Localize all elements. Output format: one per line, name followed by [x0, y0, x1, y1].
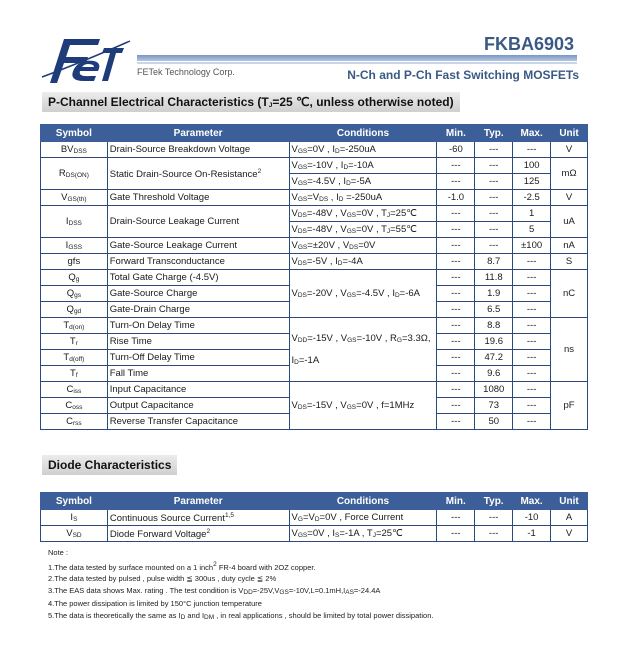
table-row: $I_S$ Continuous Source Current$^{1,5}$ $V_G=V_D=0V$ , Force Current --- --- -10 A — [41, 510, 588, 526]
col-typ: Typ. — [475, 125, 513, 142]
table-row: $R_{DS(ON)}$ Static Drain-Source On-Resistance$^2$ $V_{GS}=-10V$ , $I_D=-10A$ --- --- 100 mΩ — [41, 158, 588, 174]
table-row: $V_{DS}=-48V$ , $V_{GS}=0V$ , $T_J=55℃$ --- --- 5 — [41, 222, 588, 238]
symbol-crss: $C_{rss}$ — [41, 414, 108, 430]
condition: $V_{DD}=-15V$ , $V_{GS}=-10V$ , $R_G=3.3\Omega$, $I_D=-1A$ — [289, 318, 437, 382]
symbol-is: $I_S$ — [41, 510, 108, 526]
table-header-row: Symbol Parameter Conditions Min. Typ. Max. Unit — [41, 493, 588, 510]
table-row: $Q_{gd}$ Gate-Drain Charge --- 6.5 --- — [41, 302, 588, 318]
symbol-rdson: $R_{DS(ON)}$ — [41, 158, 108, 190]
table-row: $T_r$ Rise Time --- 19.6 --- — [41, 334, 588, 350]
symbol-vsd: $V_{SD}$ — [41, 526, 108, 542]
symbol-ciss: $C_{iss}$ — [41, 382, 108, 398]
table-row: $C_{oss}$ Output Capacitance --- 73 --- — [41, 398, 588, 414]
table-row: gfs Forward Transconductance $V_{DS}=-5V$ , $I_D=-4A$ --- 8.7 --- S — [41, 254, 588, 270]
symbol-qgd: $Q_{gd}$ — [41, 302, 108, 318]
table-row: $V_{SD}$ Diode Forward Voltage$^2$ $V_{GS}=0V$ , $I_S=-1A$ , $T_J=25℃$ --- --- -1 V — [41, 526, 588, 542]
condition: $V_{DS}=-15V$ , $V_{GS}=0V$ , f=1MHz — [289, 382, 437, 430]
col-conditions: Conditions — [289, 125, 437, 142]
table-row: $V_{GS(th)}$ Gate Threshold Voltage $V_{GS}=V_{DS}$ , $I_D =-250uA$ -1.0 --- -2.5 V — [41, 190, 588, 206]
condition: $V_{GS}=\pm 20V$ , $V_{DS}=0V$ — [289, 238, 437, 254]
condition: $V_G=V_D=0V$ , Force Current — [289, 510, 437, 526]
header-rule — [137, 55, 577, 61]
symbol-vgsth: $V_{GS(th)}$ — [41, 190, 108, 206]
pchannel-table — [40, 124, 588, 430]
note-3: 3.The EAS data shows Max. rating . The test condition is $V_{DD}=-25V,V_{GS}=-10V,L=0.1mH,I_{AS}=-24.4A$ — [48, 585, 381, 596]
col-symbol: Symbol — [41, 125, 108, 142]
table-row: $C_{rss}$ Reverse Transfer Capacitance --- 50 --- — [41, 414, 588, 430]
condition: $V_{DS}=-20V$ , $V_{GS}=-4.5V$ , $I_D=-6A$ — [289, 270, 437, 318]
symbol-coss: $C_{oss}$ — [41, 398, 108, 414]
param-rdson: Static Drain-Source On-Resistance$^2$ — [107, 158, 289, 190]
document-subtitle: N-Ch and P-Ch Fast Switching MOSFETs — [347, 68, 579, 82]
col-unit: Unit — [551, 125, 588, 142]
notes-title: Note : — [48, 548, 69, 557]
diode-section-title: Diode Characteristics — [42, 455, 177, 475]
table-row: $V_{GS}=-4.5V$ , $I_D=-5A$ --- --- 125 — [41, 174, 588, 190]
condition: $V_{GS}=0V$ , $I_D=-250uA$ — [289, 142, 437, 158]
table-row: $T_{d(off)}$ Turn-Off Delay Time --- 47.2 --- — [41, 350, 588, 366]
table-row: $BV_{DSS}$ Drain-Source Breakdown Voltage $V_{GS}=0V$ , $I_D=-250uA$ -60 --- --- V — [41, 142, 588, 158]
company-name: FETek Technology Corp. — [137, 67, 235, 77]
symbol-igss: $I_{GSS}$ — [41, 238, 108, 254]
symbol-idss: $I_{DSS}$ — [41, 206, 108, 238]
note-4: 4.The power dissipation is limited by 150°C junction temperature — [48, 599, 262, 608]
symbol-bvdss: $BV_{DSS}$ — [41, 142, 108, 158]
symbol-gfs: gfs — [41, 254, 108, 270]
symbol-tf: $T_f$ — [41, 366, 108, 382]
col-max: Max. — [513, 125, 551, 142]
condition: $V_{DS}=-48V$ , $V_{GS}=0V$ , $T_J=55℃$ — [289, 222, 437, 238]
note-2: 2.The data tested by pulsed , pulse width ≦ 300us , duty cycle ≦ 2% — [48, 574, 277, 583]
table-row: $Q_{gs}$ Gate-Source Charge --- 1.9 --- — [41, 286, 588, 302]
condition: $V_{GS}=-4.5V$ , $I_D=-5A$ — [289, 174, 437, 190]
condition: $V_{GS}=0V$ , $I_S=-1A$ , $T_J=25℃$ — [289, 526, 437, 542]
pchannel-section-title: P-Channel Electrical Characteristics ($T_J=25$ ℃, unless otherwise noted) — [42, 92, 460, 112]
symbol-tdoff: $T_{d(off)}$ — [41, 350, 108, 366]
table-row: $C_{iss}$ Input Capacitance $V_{DS}=-15V$ , $V_{GS}=0V$ , f=1MHz --- 1080 --- pF — [41, 382, 588, 398]
table-row: $I_{DSS}$ Drain-Source Leakage Current $V_{DS}=-48V$ , $V_{GS}=0V$ , $T_J=25℃$ --- --- 1 uA — [41, 206, 588, 222]
diode-table — [40, 492, 588, 542]
notes — [48, 547, 433, 623]
note-5: 5.The data is theoretically the same as $I_D$ and $I_{DM}$ , in real applications , should be limited by total power dissipation. — [48, 610, 434, 621]
table-row: $T_{d(on)}$ Turn-On Delay Time $V_{DD}=-15V$ , $V_{GS}=-10V$ , $R_G=3.3\Omega$, $I_D=-1A$ --- 8.8 --- ns — [41, 318, 588, 334]
table-row: $T_f$ Fall Time --- 9.6 --- — [41, 366, 588, 382]
table-header-row — [41, 125, 588, 142]
part-number: FKBA6903 — [483, 34, 574, 54]
note-1: 1.The data tested by surface mounted on a 1 inch$^2$ FR-4 board with 2OZ copper. — [48, 560, 316, 572]
symbol-qg: $Q_g$ — [41, 270, 108, 286]
condition: $V_{DS}=-5V$ , $I_D=-4A$ — [289, 254, 437, 270]
table-row: $I_{GSS}$ Gate-Source Leakage Current $V_{GS}=\pm 20V$ , $V_{DS}=0V$ --- --- ±100 nA — [41, 238, 588, 254]
col-min: Min. — [437, 125, 475, 142]
condition: $V_{GS}=V_{DS}$ , $I_D =-250uA$ — [289, 190, 437, 206]
param-is: Continuous Source Current$^{1,5}$ — [107, 510, 289, 526]
table-row: $Q_g$ Total Gate Charge (-4.5V) $V_{DS}=-20V$ , $V_{GS}=-4.5V$ , $I_D=-6A$ --- 11.8 --- nC — [41, 270, 588, 286]
param-vsd: Diode Forward Voltage$^2$ — [107, 526, 289, 542]
condition: $V_{DS}=-48V$ , $V_{GS}=0V$ , $T_J=25℃$ — [289, 206, 437, 222]
symbol-tdon: $T_{d(on)}$ — [41, 318, 108, 334]
col-parameter: Parameter — [107, 125, 289, 142]
symbol-tr: $T_r$ — [41, 334, 108, 350]
condition: $V_{GS}=-10V$ , $I_D=-10A$ — [289, 158, 437, 174]
symbol-qgs: $Q_{gs}$ — [41, 286, 108, 302]
header-rule-light — [137, 62, 577, 64]
fetek-logo — [40, 33, 135, 85]
